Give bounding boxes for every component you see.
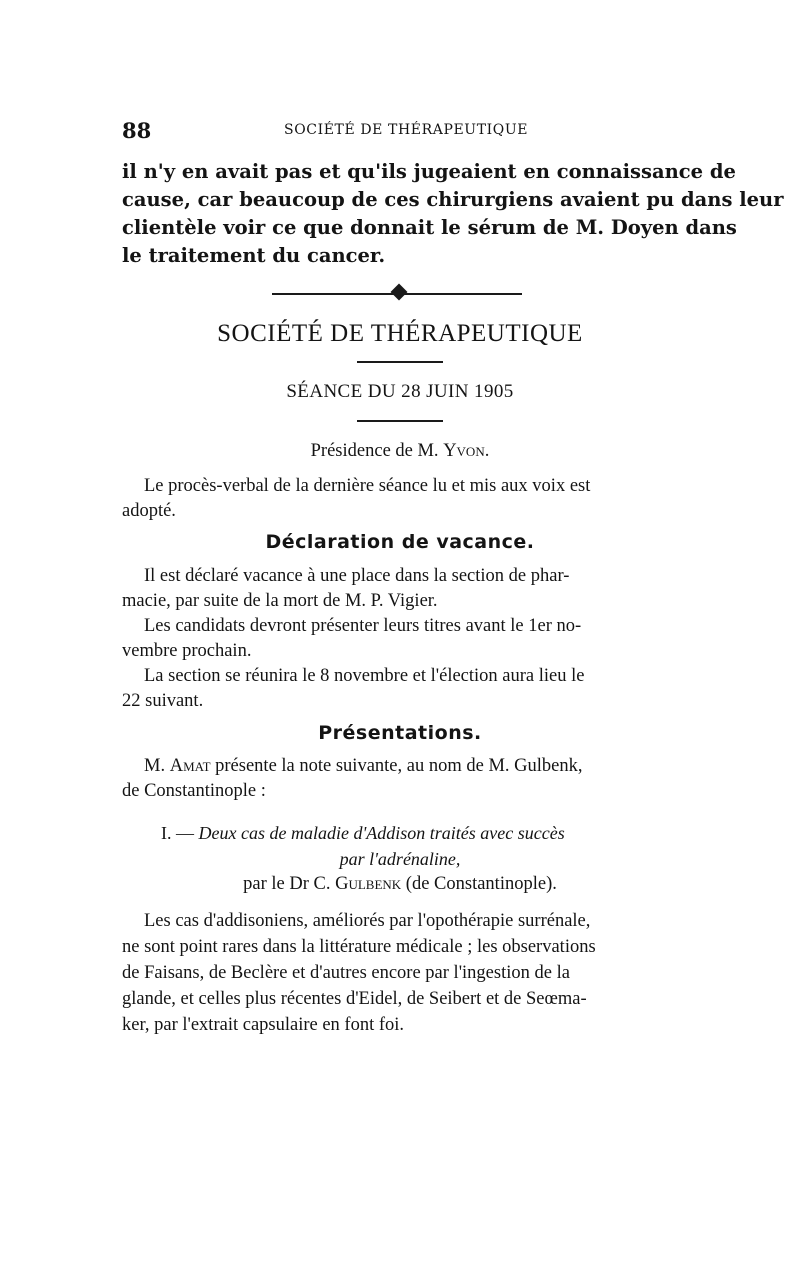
vacancy-line-4: vembre prochain. bbox=[122, 641, 252, 661]
president-name: Yvon bbox=[443, 441, 485, 461]
presentations-heading: Présentations. bbox=[318, 722, 482, 744]
intro-rest: présente la note suivante, au nom de M. Gulbenk, bbox=[210, 756, 583, 776]
title-rule-1 bbox=[357, 361, 443, 363]
society-title: SOCIÉTÉ DE THÉRAPEUTIQUE bbox=[217, 320, 583, 347]
presidency-prefix: Présidence de M. bbox=[310, 441, 444, 461]
page-number: 88 bbox=[122, 118, 152, 143]
article-numeral: I. — bbox=[161, 823, 199, 843]
vacancy-line-5: La section se réunira le 8 novembre et l'élection aura lieu le bbox=[144, 666, 585, 686]
minutes-line-1: Le procès-verbal de la dernière séance lu et mis aux voix est bbox=[144, 476, 591, 496]
byline-prefix: par le Dr C. bbox=[243, 874, 336, 894]
vacancy-line-1: Il est déclaré vacance à une place dans la section de phar- bbox=[144, 566, 570, 586]
intro-line-4: le traitement du cancer. bbox=[122, 244, 386, 267]
presentation-intro-line-1 bbox=[144, 756, 582, 777]
article-title-line-2: par l'adrénaline, bbox=[339, 849, 461, 869]
intro-line-3: clientèle voir ce que donnait le sérum de M. Doyen dans bbox=[122, 216, 737, 239]
session-title: SÉANCE DU 28 JUIN 1905 bbox=[286, 381, 514, 402]
diamond-ornament-icon bbox=[391, 284, 408, 301]
presentation-intro-line-2: de Constantinople : bbox=[122, 781, 266, 801]
body-line-2: ne sont point rares dans la littérature médicale ; les observations bbox=[122, 937, 596, 957]
running-title: SOCIÉTÉ DE THÉRAPEUTIQUE bbox=[284, 122, 529, 138]
presenter-name: Amat bbox=[169, 756, 211, 776]
article-title-line-1 bbox=[161, 823, 565, 844]
intro-line-1: il n'y en avait pas et qu'ils jugeaient en connaissance de bbox=[122, 160, 736, 183]
body-line-1: Les cas d'addisoniens, améliorés par l'opothérapie surrénale, bbox=[144, 911, 591, 931]
byline-suffix: (de Constantinople). bbox=[401, 874, 557, 894]
body-line-5: ker, par l'extrait capsulaire en font foi. bbox=[122, 1015, 405, 1035]
title-rule-2 bbox=[357, 420, 443, 422]
byline-author: Gulbenk bbox=[335, 874, 402, 894]
vacancy-line-3: Les candidats devront présenter leurs titres avant le 1er no- bbox=[144, 616, 582, 636]
intro-line-2: cause, car beaucoup de ces chirurgiens avaient pu dans leur bbox=[122, 188, 784, 211]
minutes-line-2: adopté. bbox=[122, 501, 176, 521]
vacancy-line-2: macie, par suite de la mort de M. P. Vigier. bbox=[122, 591, 438, 611]
presidency-suffix: . bbox=[484, 441, 490, 461]
body-line-3: de Faisans, de Beclère et d'autres encore par l'ingestion de la bbox=[122, 963, 570, 983]
vacancy-line-6: 22 suivant. bbox=[122, 691, 204, 711]
intro-prefix: M. bbox=[144, 756, 170, 776]
vacancy-heading: Déclaration de vacance. bbox=[265, 531, 535, 553]
article-byline bbox=[0, 874, 800, 895]
presidency-line bbox=[0, 441, 800, 462]
body-line-4: glande, et celles plus récentes d'Eidel, de Seibert et de Seœma- bbox=[122, 989, 587, 1009]
article-title-text: Deux cas de maladie d'Addison traités avec succès bbox=[198, 823, 565, 843]
